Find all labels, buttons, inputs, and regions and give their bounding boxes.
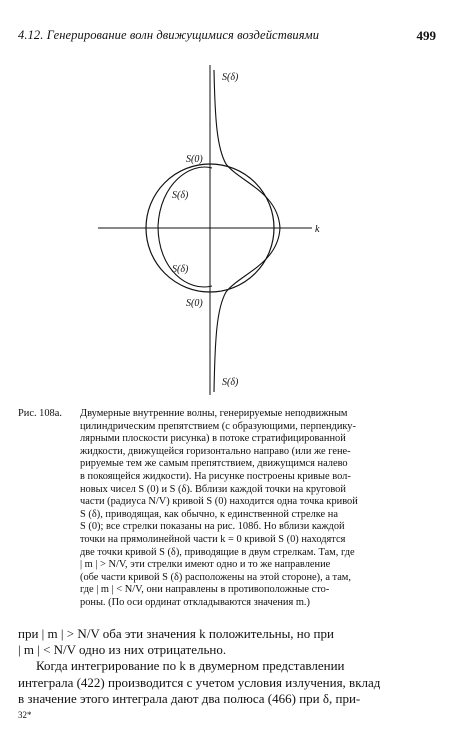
caption-line: (обе части кривой S (δ) расположены на этой стороне), а там, (80, 571, 351, 583)
caption-line: S (δ), приводящая, как обычно, к единственной стрелке на (80, 508, 338, 520)
body-line: интеграла (422) производится с учетом условия излучения, вклад (18, 674, 381, 690)
caption-line: S (0); все стрелки показаны на рис. 108б. Но вблизи каждой (80, 521, 345, 533)
caption-line: жидкости, движущейся горизонтально направо (или же гене- (80, 445, 351, 457)
label-s-zero-top: S(0) (186, 154, 203, 165)
caption-text (80, 408, 436, 610)
running-title: 4.12. Генерирование волн движущимися воздействиями (18, 28, 320, 42)
caption-line: роны. (По оси ординат откладываются значения m.) (80, 596, 310, 608)
label-s-delta-top: S(δ) (222, 72, 239, 83)
body-line: в значение этого интеграла дают два полюса (466) при δ, при- (18, 690, 361, 706)
caption-line: рируемые тем же самым препятствием, движущимся налево (80, 458, 348, 470)
caption-line: в покоящейся жидкости). На рисунке построены кривые вол- (80, 470, 351, 482)
caption-line: лярными плоскости рисунка) в потоке стратифицированной (80, 433, 346, 445)
running-header (18, 28, 436, 46)
caption-line: | m | > N/V, эти стрелки имеют одно и то же направление (80, 559, 331, 571)
caption-line: части (радиуса N/V) кривой S (0) находится одна точка кривой (80, 496, 358, 508)
caption-line: две точки кривой S (δ), приводящие в двум стрелкам. Там, где (80, 546, 355, 558)
caption-line: новых чисел S (0) и S (δ). Вблизи каждой точки на круговой (80, 483, 346, 495)
caption-label: Рис. 108а. (18, 408, 62, 419)
label-s-delta-inner-lower: S(δ) (172, 264, 189, 275)
s-delta-upper-branch (214, 70, 280, 228)
caption-line: где | m | < N/V, они направлены в противоположные сто- (80, 584, 330, 596)
signature-mark: 32* (18, 710, 32, 720)
page-number: 499 (416, 28, 436, 43)
body-text (18, 626, 436, 707)
label-s-delta-bottom: S(δ) (222, 377, 239, 388)
caption-line: Двумерные внутренние волны, генерируемые неподвижным (80, 408, 348, 419)
caption-line: точки на прямолинейной части k = 0 кривой S (0) находятся (80, 533, 346, 545)
caption-line: цилиндрическим препятствием (с образующими, перпендику- (80, 420, 356, 432)
label-s-delta-inner-upper: S(δ) (172, 190, 189, 201)
body-line: при | m | > N/V оба эти значения k положительны, но при (18, 626, 334, 641)
s-delta-lower-branch (214, 228, 280, 392)
label-axis-k: k (315, 224, 320, 235)
body-line: | m | < N/V одно из них отрицательно. (18, 642, 227, 658)
figure-caption (18, 408, 436, 610)
label-s-zero-bottom: S(0) (186, 298, 203, 309)
wave-number-curves-figure (0, 60, 454, 400)
body-line: Когда интегрирование по k в двумерном представлении (36, 658, 345, 674)
